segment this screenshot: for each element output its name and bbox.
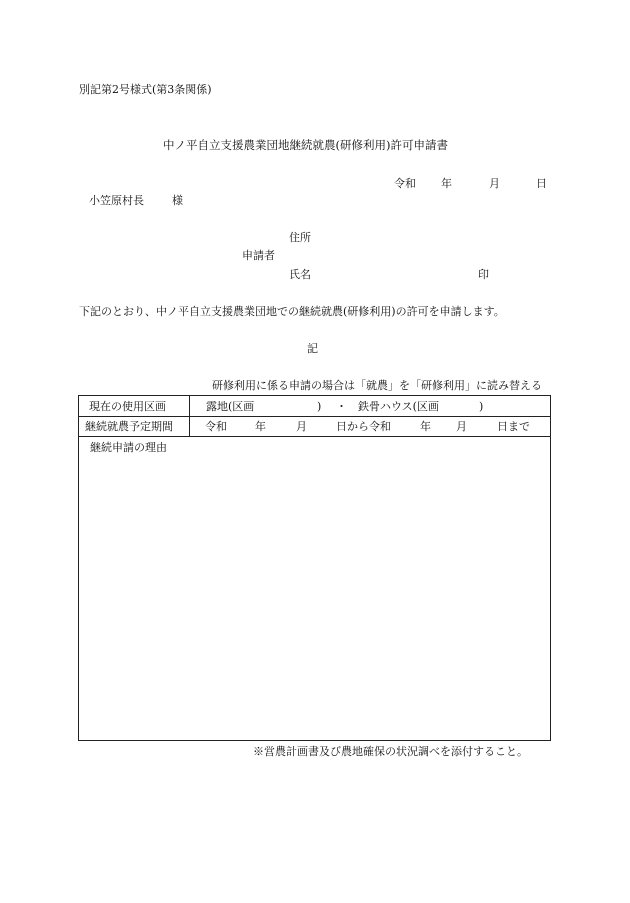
table-row-divider-2 — [79, 436, 550, 437]
planned-period-label: 継続就農予定期間 — [85, 420, 173, 433]
table-row-divider-1 — [79, 416, 550, 417]
table-column-divider — [189, 396, 190, 436]
reading-note: 研修利用に係る申請の場合は「就農」を「研修利用」に読み替える — [212, 379, 542, 392]
current-plot-label: 現在の使用区画 — [89, 400, 166, 413]
address-label: 住所 — [289, 231, 311, 244]
period-start-year[interactable]: 年 — [255, 420, 266, 433]
open-field-plot-field[interactable]: 露地(区画 — [206, 400, 255, 413]
date-day: 日 — [536, 177, 547, 190]
form-number: 別記第2号様式(第3条関係) — [79, 83, 212, 96]
date-year: 年 — [441, 177, 452, 190]
greenhouse-plot-field[interactable]: 鉄骨ハウス(区画 — [358, 400, 439, 413]
attachment-note: ※営農計画書及び農地確保の状況調べを添付すること。 — [253, 745, 528, 758]
addressee-name: 小笠原村長 — [89, 194, 144, 207]
period-end-month[interactable]: 月 — [456, 420, 467, 433]
name-label: 氏名 — [289, 268, 311, 281]
reason-label: 継続申請の理由 — [90, 441, 167, 454]
greenhouse-close-paren: ) — [479, 400, 484, 413]
period-end-year[interactable]: 年 — [420, 420, 431, 433]
period-end-day[interactable]: 日まで — [497, 420, 530, 433]
period-start-day-to-era[interactable]: 日から令和 — [336, 420, 391, 433]
period-start-month[interactable]: 月 — [296, 420, 307, 433]
period-start-era: 令和 — [205, 420, 227, 433]
date-era: 令和 — [394, 177, 416, 190]
date-month: 月 — [489, 177, 500, 190]
ki-heading: 記 — [307, 342, 318, 355]
application-table — [78, 395, 551, 741]
application-statement: 下記のとおり、中ノ平自立支援農業団地での継続就農(研修利用)の許可を申請します。 — [79, 305, 505, 318]
open-field-close-paren: ) — [317, 400, 322, 413]
addressee-honorific: 様 — [172, 194, 183, 207]
applicant-label: 申請者 — [242, 249, 275, 262]
seal-mark: 印 — [478, 268, 489, 281]
document-title: 中ノ平自立支援農業団地継続就農(研修利用)許可申請書 — [163, 138, 448, 152]
separator-bullet: ・ — [336, 400, 347, 413]
